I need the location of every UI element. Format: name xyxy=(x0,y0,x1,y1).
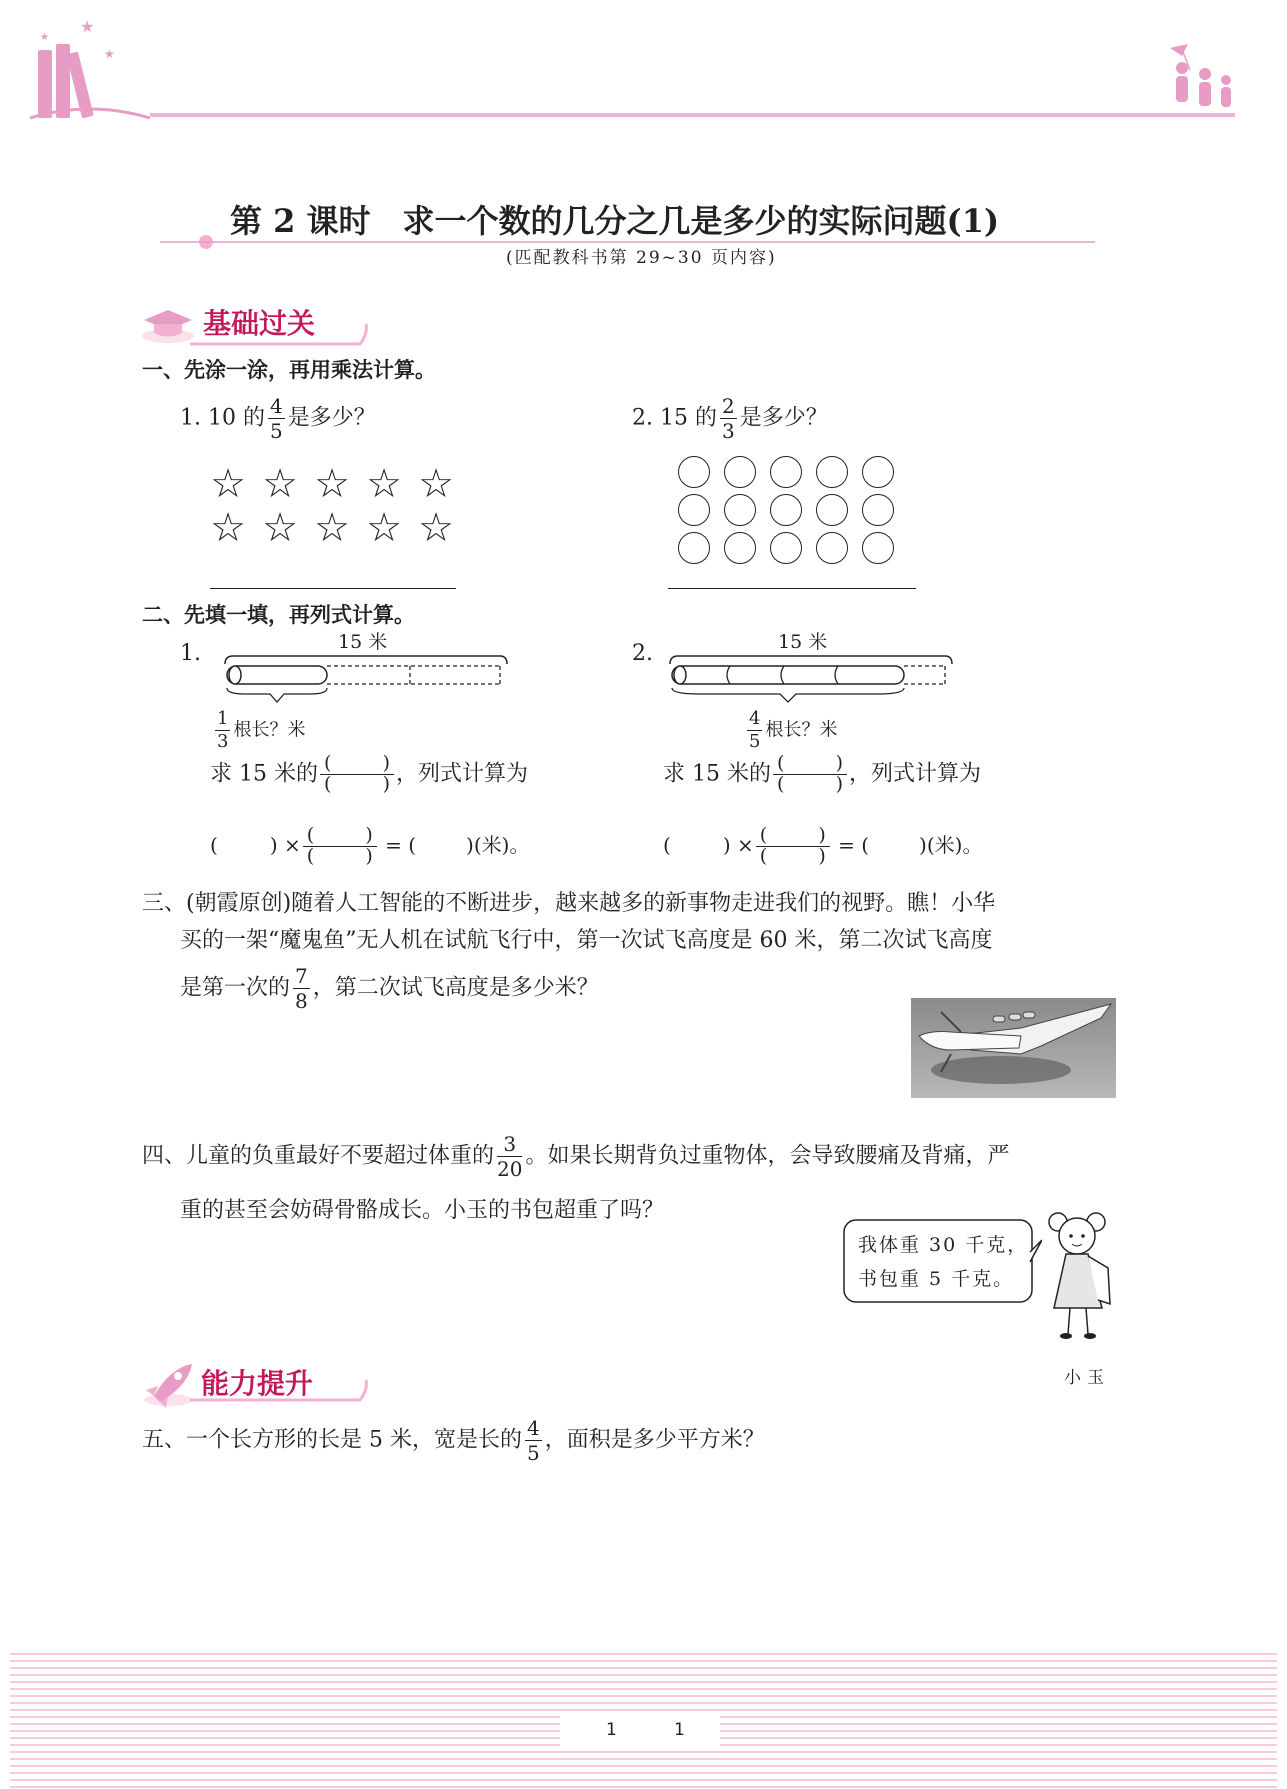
page-number-right: 1 xyxy=(674,1720,685,1740)
q1b-fraction: $\frac{2}{3}$ xyxy=(721,394,735,443)
header-decoration xyxy=(0,0,1287,130)
q2b-blank-close: ) xyxy=(722,833,731,857)
children-silhouette xyxy=(1170,44,1231,107)
q2a-line1 xyxy=(210,754,528,795)
star-icon[interactable]: ☆ xyxy=(366,461,402,507)
q1a-answer-line[interactable] xyxy=(210,588,456,589)
q2b-unit: )(米)。 xyxy=(919,833,983,857)
q2b-calc-fraction[interactable] xyxy=(756,826,830,867)
circle-shape[interactable] xyxy=(678,494,710,526)
circle-shape[interactable] xyxy=(816,456,848,488)
times-sign: × xyxy=(736,833,754,857)
q2b-part-text: 根长？米 xyxy=(765,719,838,741)
footer-page-box xyxy=(560,1712,720,1750)
graduation-cap-icon xyxy=(138,302,198,346)
q2b-line1-suffix: ，列式计算为 xyxy=(848,761,981,787)
q1a-fraction: $\frac{4}{5}$ xyxy=(269,394,283,443)
circle-shape[interactable] xyxy=(770,532,802,564)
q1a-prefix: 1. 10 的 xyxy=(180,405,265,431)
section-advance-label: 能力提升 xyxy=(201,1367,314,1400)
book-logo xyxy=(30,17,150,118)
section-basic-label: 基础过关 xyxy=(203,307,316,340)
q3-line2: 买的一架“魔鬼鱼”无人机在试航飞行中，第一次试飞高度是 60 米，第二次试飞高度 xyxy=(180,928,993,953)
page-number-left: 1 xyxy=(606,1720,617,1740)
q2b-part-label xyxy=(744,710,837,751)
star-icon[interactable]: ☆ xyxy=(210,505,246,551)
q2b-line1 xyxy=(663,754,981,795)
q4-fraction: $\frac{3}{20}$ xyxy=(497,1132,523,1181)
q5-question xyxy=(142,1418,765,1463)
q5-fraction: $\frac{4}{5}$ xyxy=(527,1416,540,1465)
girl-name-label: 小玉 xyxy=(1064,1368,1110,1388)
q2a-line1-suffix: ，列式计算为 xyxy=(395,761,528,787)
q1a-question xyxy=(180,396,376,441)
q2a-blank-close: ) xyxy=(269,833,278,857)
page-subtitle: (匹配教科书第 29~30 页内容) xyxy=(506,248,777,268)
q2a-part-text: 根长？米 xyxy=(233,719,306,741)
q5-prefix: 五、一个长方形的长是 5 米，宽是长的 xyxy=(142,1427,522,1453)
q2b-part-fraction: $\frac{4}{5}$ xyxy=(749,708,761,752)
q1b-answer-line[interactable] xyxy=(668,588,916,589)
q1b-suffix: 是多少？ xyxy=(739,405,828,431)
q2a-part-fraction: $\frac{1}{3}$ xyxy=(217,708,229,752)
svg-text:★: ★ xyxy=(104,47,115,61)
q2a-blank-fraction[interactable] xyxy=(320,754,394,795)
q1b-prefix: 2. 15 的 xyxy=(632,405,717,431)
circle-shape[interactable] xyxy=(678,456,710,488)
q2a-line1-prefix: 求 15 米的 xyxy=(210,761,318,787)
q2b-blank-open[interactable]: ( xyxy=(663,833,671,857)
svg-text:★: ★ xyxy=(40,32,49,43)
circle-shape[interactable] xyxy=(862,532,894,564)
q4-line2: 重的甚至会妨碍骨骼成长。小玉的书包超重了吗？ xyxy=(180,1198,665,1223)
bubble-line1: 我体重 30 千克， xyxy=(858,1234,1029,1256)
star-icon[interactable]: ☆ xyxy=(262,505,298,551)
star-icon[interactable]: ☆ xyxy=(314,505,350,551)
q2a-number: 1. xyxy=(180,641,201,666)
q2b-number: 2. xyxy=(632,641,653,666)
q2b-calc-row xyxy=(663,826,982,867)
q4-line1-suffix: 。如果长期背负过重物体，会导致腰痛及背痛，严 xyxy=(525,1143,1010,1169)
q2a-rope-diagram xyxy=(215,650,515,710)
drone-photo xyxy=(911,998,1116,1098)
circle-shape[interactable] xyxy=(816,494,848,526)
section-basic-ribbon xyxy=(190,320,370,350)
star-icon[interactable]: ☆ xyxy=(418,461,454,507)
circle-shape[interactable] xyxy=(770,494,802,526)
q2a-unit: )(米)。 xyxy=(466,833,530,857)
circle-grid xyxy=(678,456,908,564)
girl-illustration xyxy=(1044,1208,1124,1348)
q3-line3-prefix: 是第一次的 xyxy=(180,975,291,1001)
q3-line3-suffix: ，第二次试飞高度是多少米？ xyxy=(312,975,599,1001)
q2b-line1-prefix: 求 15 米的 xyxy=(663,761,771,787)
circle-shape[interactable] xyxy=(816,532,848,564)
q4-line1-prefix: 四、儿童的负重最好不要超过体重的 xyxy=(142,1143,495,1169)
q2a-calc-fraction[interactable] xyxy=(303,826,377,867)
q1a-suffix: 是多少？ xyxy=(287,405,376,431)
circle-shape[interactable] xyxy=(862,494,894,526)
star-icon[interactable]: ☆ xyxy=(210,461,246,507)
q2a-calc-row xyxy=(210,826,529,867)
circle-shape[interactable] xyxy=(862,456,894,488)
star-icon[interactable]: ☆ xyxy=(366,505,402,551)
equals-sign: = xyxy=(385,833,402,857)
star-icon[interactable]: ☆ xyxy=(314,461,350,507)
q1-title: 一、先涂一涂，再用乘法计算。 xyxy=(142,358,436,382)
q3-line1: 三、(朝霞原创)随着人工智能的不断进步，越来越多的新事物走进我们的视野。瞧！小华 xyxy=(142,891,996,916)
times-sign: × xyxy=(283,833,301,857)
q2b-rope-diagram xyxy=(660,650,960,710)
circle-shape[interactable] xyxy=(678,532,710,564)
q2a-result-open[interactable]: ( xyxy=(408,833,417,857)
star-grid xyxy=(202,461,472,551)
q2b-total-label: 15 米 xyxy=(778,631,828,653)
q2-title: 二、先填一填，再列式计算。 xyxy=(142,603,415,627)
q3-line3 xyxy=(180,966,599,1011)
q1b-question xyxy=(632,396,828,441)
circle-shape[interactable] xyxy=(724,456,756,488)
rocket-icon xyxy=(140,1360,196,1408)
bubble-line2: 书包重 5 千克。 xyxy=(858,1268,1015,1290)
circle-shape[interactable] xyxy=(724,494,756,526)
q2a-blank-open[interactable]: ( xyxy=(210,833,218,857)
q2b-result-open[interactable]: ( xyxy=(861,833,870,857)
page-title: 第 2 课时 求一个数的几分之几是多少的实际问题(1) xyxy=(230,202,1000,240)
star-icon[interactable]: ☆ xyxy=(418,505,454,551)
speech-bubble xyxy=(842,1218,1042,1304)
circle-shape[interactable] xyxy=(770,456,802,488)
q4-line1 xyxy=(142,1134,1009,1179)
svg-text:★: ★ xyxy=(80,17,95,36)
q3-fraction: $\frac{7}{8}$ xyxy=(295,964,308,1013)
q2a-part-label xyxy=(212,710,305,751)
q5-suffix: ，面积是多少平方米？ xyxy=(544,1427,765,1453)
star-icon[interactable]: ☆ xyxy=(262,461,298,507)
q2b-blank-fraction[interactable] xyxy=(773,754,847,795)
section-advance-ribbon xyxy=(190,1376,370,1406)
equals-sign: = xyxy=(838,833,855,857)
circle-shape[interactable] xyxy=(724,532,756,564)
q2a-total-label: 15 米 xyxy=(338,631,388,653)
